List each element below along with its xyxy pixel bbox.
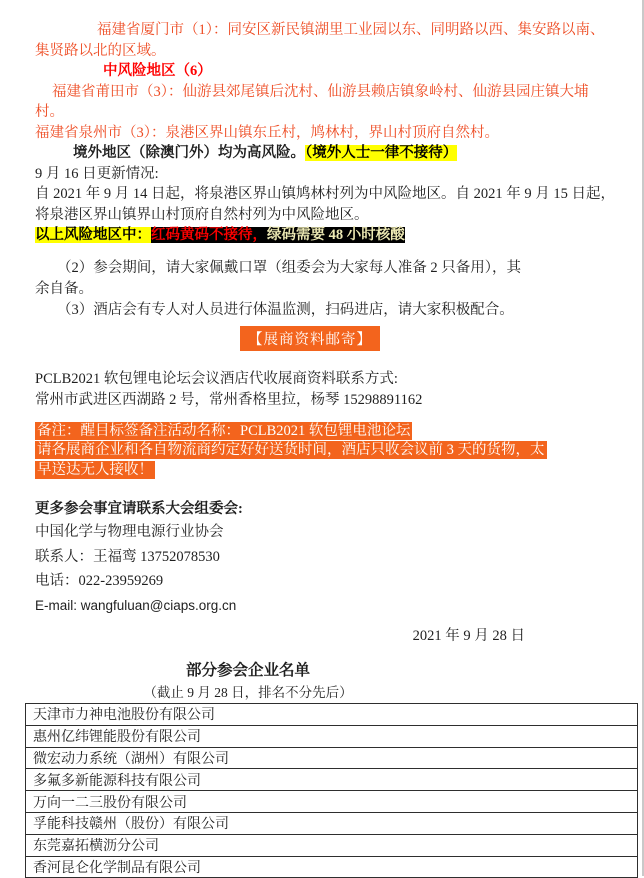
table-row [26,834,638,856]
banner-row [35,326,608,351]
organizer-contact-section [35,498,608,618]
company-name-cell: 微宏动力系统（湖州）有限公司 [26,747,638,769]
notice-section [35,258,608,321]
mailing-address-line: 常州市武进区西湖路 2 号，常州香格里拉，杨琴 15298891162 [35,392,423,408]
overseas-no-reception-highlight: （境外人士一律不接待） [305,145,458,161]
table-row [26,704,638,726]
company-name-cell: 东莞嘉拓横沥分公司 [26,834,638,856]
overseas-risk-line [35,143,608,164]
company-name-cell: 惠州亿纬锂能股份有限公司 [26,725,638,747]
putian-risk-line-2: 村。 [35,104,64,120]
notice-item-3: （3）酒店会有专人对人员进行体温监测，扫码进店，请大家积极配合。 [57,301,514,318]
contact-phone: 电话：022-23959269 [35,573,164,589]
xiamen-risk-line-1: 福建省厦门市（1）：同安区新民镇湖里工业园以东、同明路以西、集安路以南、 [97,22,605,38]
company-list-subtitle: （截止 9 月 28 日，排名不分先后） [143,685,353,700]
company-table-body [26,704,638,878]
remark-line-2-highlight: 请各展商企业和各自物流商约定好好送货时间，酒店只收会议前 3 天的货物，太 [37,442,545,458]
contact-person: 联系人：王福鸾 13752078530 [35,548,220,565]
xiamen-risk-line-2: 集贤路以北的区域。 [35,42,166,59]
remark-line-1 [35,422,608,442]
table-row [26,769,638,791]
warning-green-code-text: 绿码需要 48 小时核酸 [267,227,405,243]
remark-line-3 [35,461,608,481]
company-name-cell: 万向一二三股份有限公司 [26,791,638,813]
table-row [26,812,638,834]
remark-line-1-highlight: 备注：醒目标签备注活动名称：PCLB2021 软包锂电池论坛 [37,422,411,439]
risk-area-section [35,20,615,246]
medium-risk-heading: 中风险地区（6） [103,63,212,79]
remark-block [35,422,608,481]
notice-item-2-line-2: 余自备。 [35,280,93,297]
document-date: 2021 年 9 月 28 日 [412,628,525,644]
company-name-cell: 香河昆仑化学制品有限公司 [26,856,638,878]
company-name-cell: 天津市力神电池股份有限公司 [26,704,638,726]
table-row [26,856,638,878]
update-line-1: 自 2021 年 9 月 14 日起，将泉港区界山镇鸠林村列为中风险地区。自 2021 年 9 月 15 日起， [35,186,615,202]
warning-red-code-text: 红码黄码不接待， [151,227,267,243]
table-row [26,791,638,813]
notice-item-2-line-1: （2）参会期间，请大家佩戴口罩（组委会为大家每人准备 2 只备用），其 [57,259,521,276]
update-heading: 9 月 16 日更新情况: [35,165,159,182]
table-row [26,747,638,769]
warning-prefix-highlight: 以上风险地区中： [35,227,151,243]
company-table [25,703,638,878]
overseas-risk-text: 境外地区（除澳门外）均为高风险。 [73,145,305,161]
putian-risk-line-1: 福建省莆田市（3）：仙游县郊尾镇后沈村、仙游县赖店镇象岭村、仙游县园庄镇大埔 [52,83,589,100]
update-line-2: 将泉港区界山镇界山村顶府自然村列为中风险地区。 [35,206,369,223]
code-warning-line [35,225,608,246]
table-row [26,725,638,747]
remark-line-3-highlight: 早送达无人接收！ [37,461,153,478]
quanzhou-risk-line: 福建省泉州市（3）：泉港区界山镇东丘村，鸠林村，界山村顶府自然村。 [35,124,499,141]
company-name-cell: 多氟多新能源科技有限公司 [26,769,638,791]
exhibitor-mailing-banner: 【展商资料邮寄】 [240,326,380,351]
company-list-header [35,660,461,702]
company-list-title: 部分参会企业名单 [185,662,310,679]
contact-organization: 中国化学与物理电源行业协会 [35,524,224,540]
mailing-contact-line: PCLB2021 软包锂电论坛会议酒店代收展商资料联系方式: [35,370,398,387]
mailing-section [35,369,608,412]
remark-line-2 [35,441,608,461]
company-name-cell: 孚能科技赣州（股份）有限公司 [26,812,638,834]
contact-heading: 更多参会事宜请联系大会组委会: [35,501,243,517]
contact-email: E-mail: wangfuluan@ciaps.org.cn [35,597,237,613]
